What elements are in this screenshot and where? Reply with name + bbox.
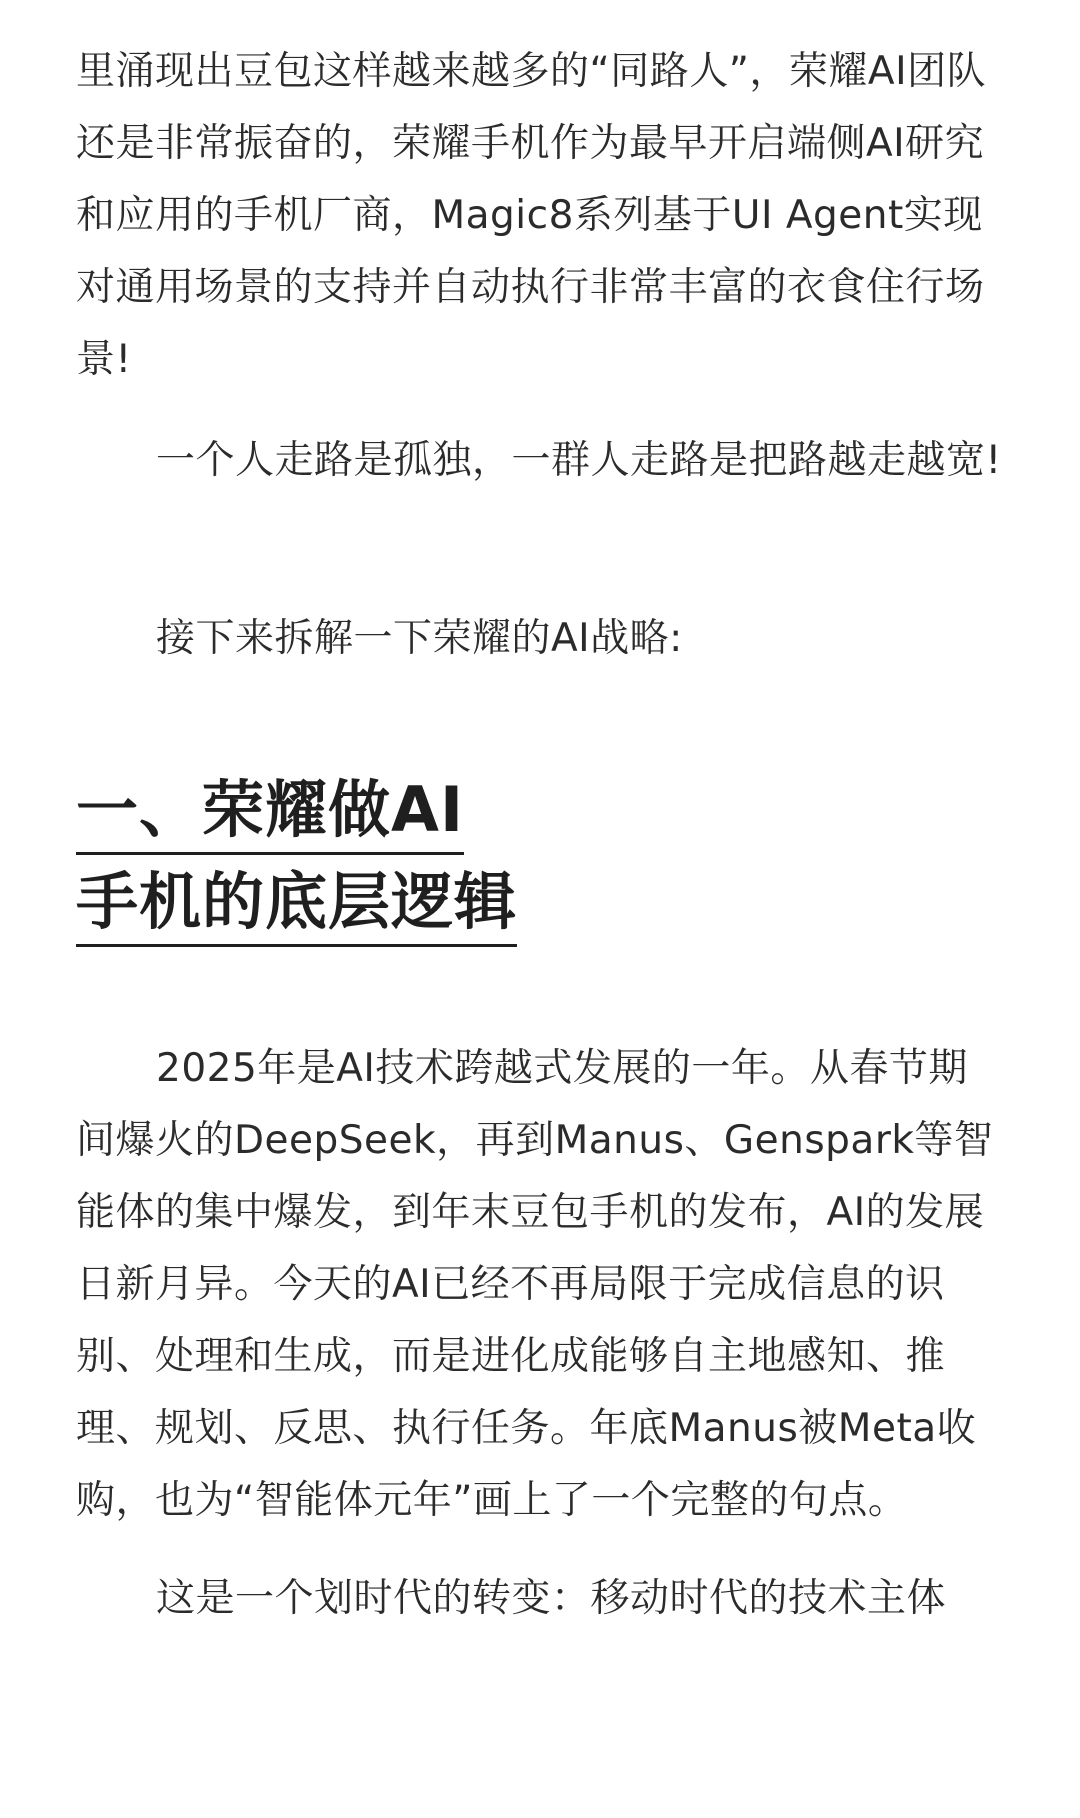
section-heading-line-2: 手机的底层逻辑 [76,862,517,947]
paragraph-quote: 一个人走路是孤独，一群人走路是把路越走越宽! [156,438,1002,483]
section-heading [76,770,1006,947]
paragraph-ai-2025: 2025年是AI技术跨越式发展的一年。从春节期间爆火的DeepSeek，再到Manus、Genspark等智能体的集中爆发，到年末豆包手机的发布，AI的发展日新月异。今天的AI已经不再局限于完成信息的识别、处理和生成，而是进化成能够自主地感知、推理、规划、反思、执行任务。年底Manus被Meta收购，也为“智能体元年”画上了一个完整的句点。 [76,1046,994,1523]
paragraph-intro: 里涌现出豆包这样越来越多的“同路人”，荣耀AI团队还是非常振奋的，荣耀手机作为最早开启端侧AI研究和应用的手机厂商，Magic8系列基于UI Agent实现对通用场景的支持并自动执行非常丰富的衣食住行场景! [76,49,987,382]
section-heading-line-1: 一、荣耀做AI [76,770,464,855]
paragraph-transition: 接下来拆解一下荣耀的AI战略: [156,616,683,661]
paragraph-era-shift: 这是一个划时代的转变：移动时代的技术主体 [156,1576,947,1621]
